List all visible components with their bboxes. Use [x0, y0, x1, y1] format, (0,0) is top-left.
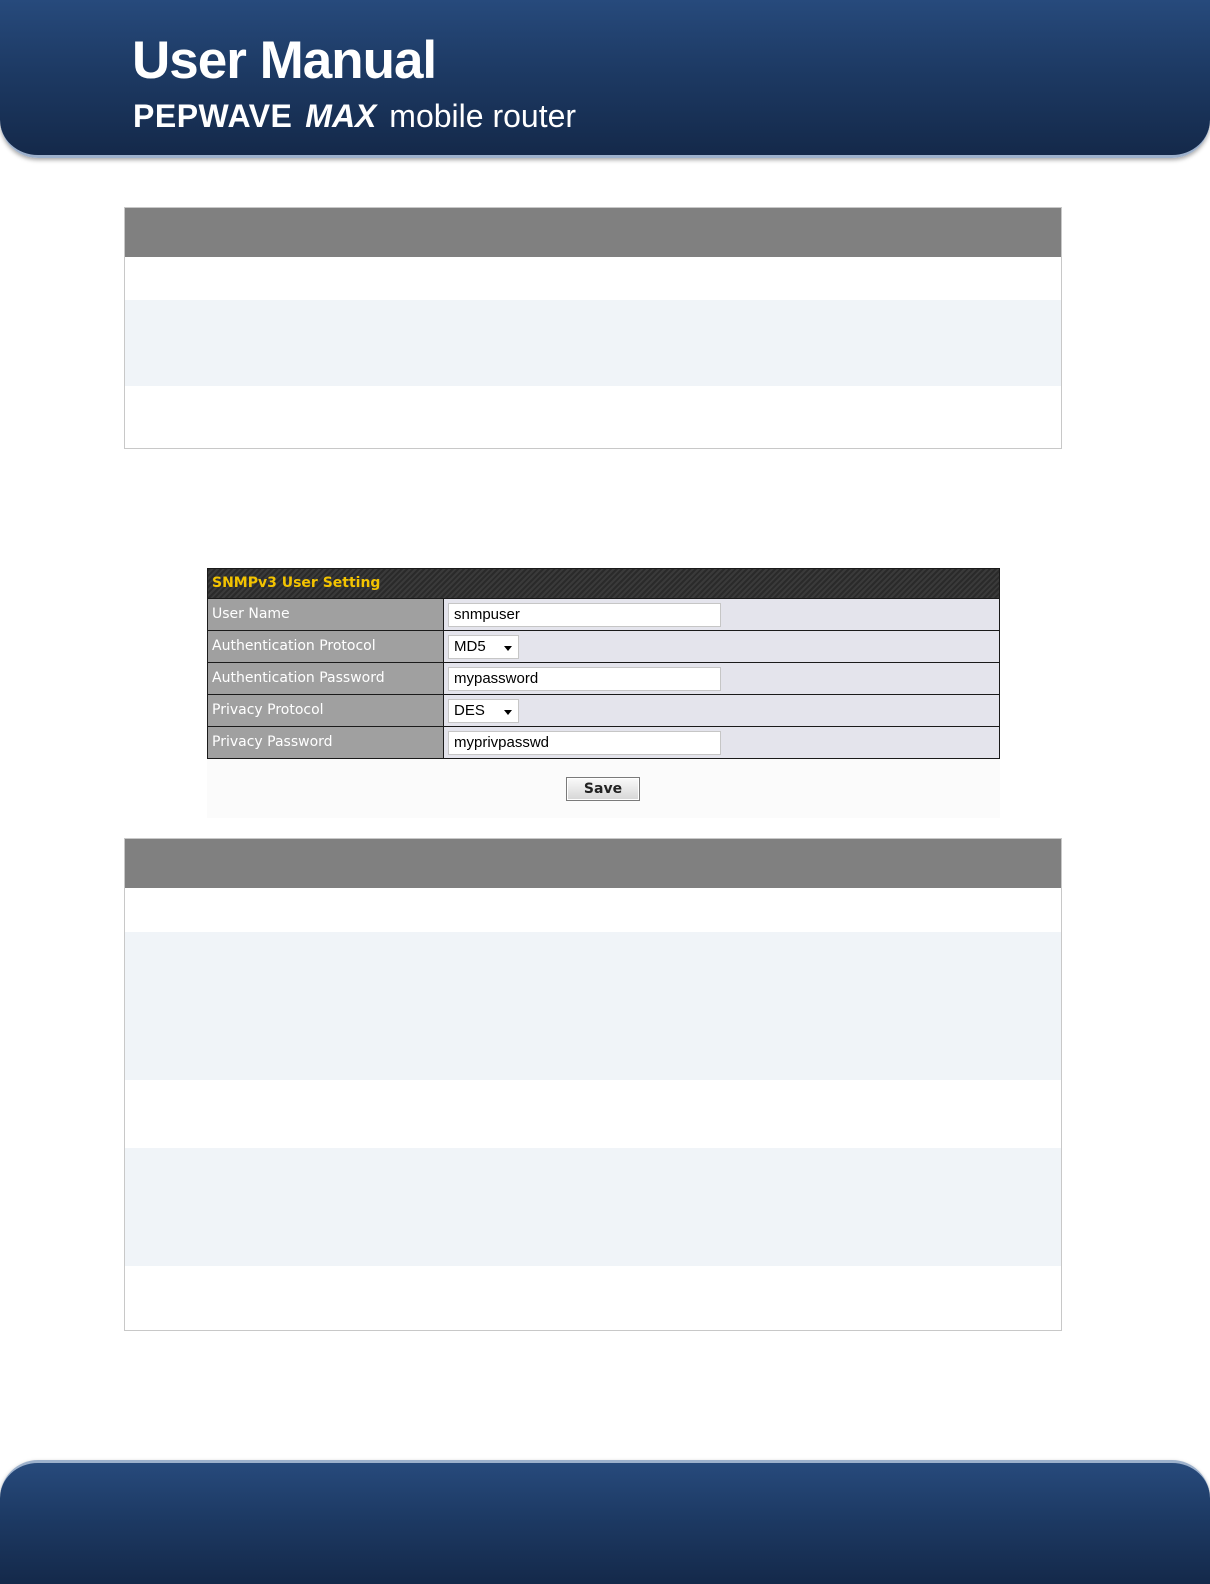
chevron-down-icon — [504, 710, 512, 715]
manual-title: User Manual — [132, 31, 437, 90]
auth-protocol-select[interactable] — [448, 635, 519, 659]
field-label: User Name — [208, 599, 444, 630]
field-label: Authentication Protocol — [208, 631, 444, 662]
user-name-input[interactable]: snmpuser — [448, 603, 721, 627]
field-label: Authentication Password — [208, 663, 444, 694]
auth-password-input[interactable]: mypassword — [448, 667, 721, 691]
table-row — [125, 888, 1061, 932]
table-row — [125, 300, 1061, 386]
settings-table-2 — [124, 838, 1062, 1331]
product-name — [133, 100, 576, 132]
form-row-auth-password — [208, 662, 999, 694]
privacy-protocol-select[interactable] — [448, 699, 519, 723]
snmp-user-setting-panel — [207, 568, 1000, 759]
chevron-down-icon — [504, 646, 512, 651]
table-row — [125, 1080, 1061, 1148]
table-header — [125, 208, 1061, 257]
model-name: MAX — [305, 98, 377, 134]
field-label: Privacy Password — [208, 727, 444, 758]
header-banner — [0, 0, 1210, 158]
privacy-password-input[interactable]: myprivpasswd — [448, 731, 721, 755]
select-value: DES — [454, 702, 485, 719]
form-row-privacy-protocol — [208, 694, 999, 726]
settings-table-1 — [124, 207, 1062, 449]
form-row-auth-protocol — [208, 630, 999, 662]
snmp-screenshot — [207, 568, 1000, 818]
table-row — [125, 386, 1061, 448]
panel-title: SNMPv3 User Setting — [208, 569, 999, 598]
form-row-user-name — [208, 598, 999, 630]
table-row — [125, 1266, 1061, 1330]
table-row — [125, 257, 1061, 300]
field-label: Privacy Protocol — [208, 695, 444, 726]
table-row — [125, 1148, 1061, 1266]
brand-name: PEPWAVE — [133, 98, 293, 134]
form-row-privacy-password — [208, 726, 999, 758]
save-button[interactable]: Save — [566, 777, 640, 801]
table-row — [125, 932, 1061, 1080]
select-value: MD5 — [454, 638, 486, 655]
footer-banner — [0, 1460, 1210, 1584]
table-header — [125, 839, 1061, 888]
product-description: mobile router — [389, 98, 577, 134]
